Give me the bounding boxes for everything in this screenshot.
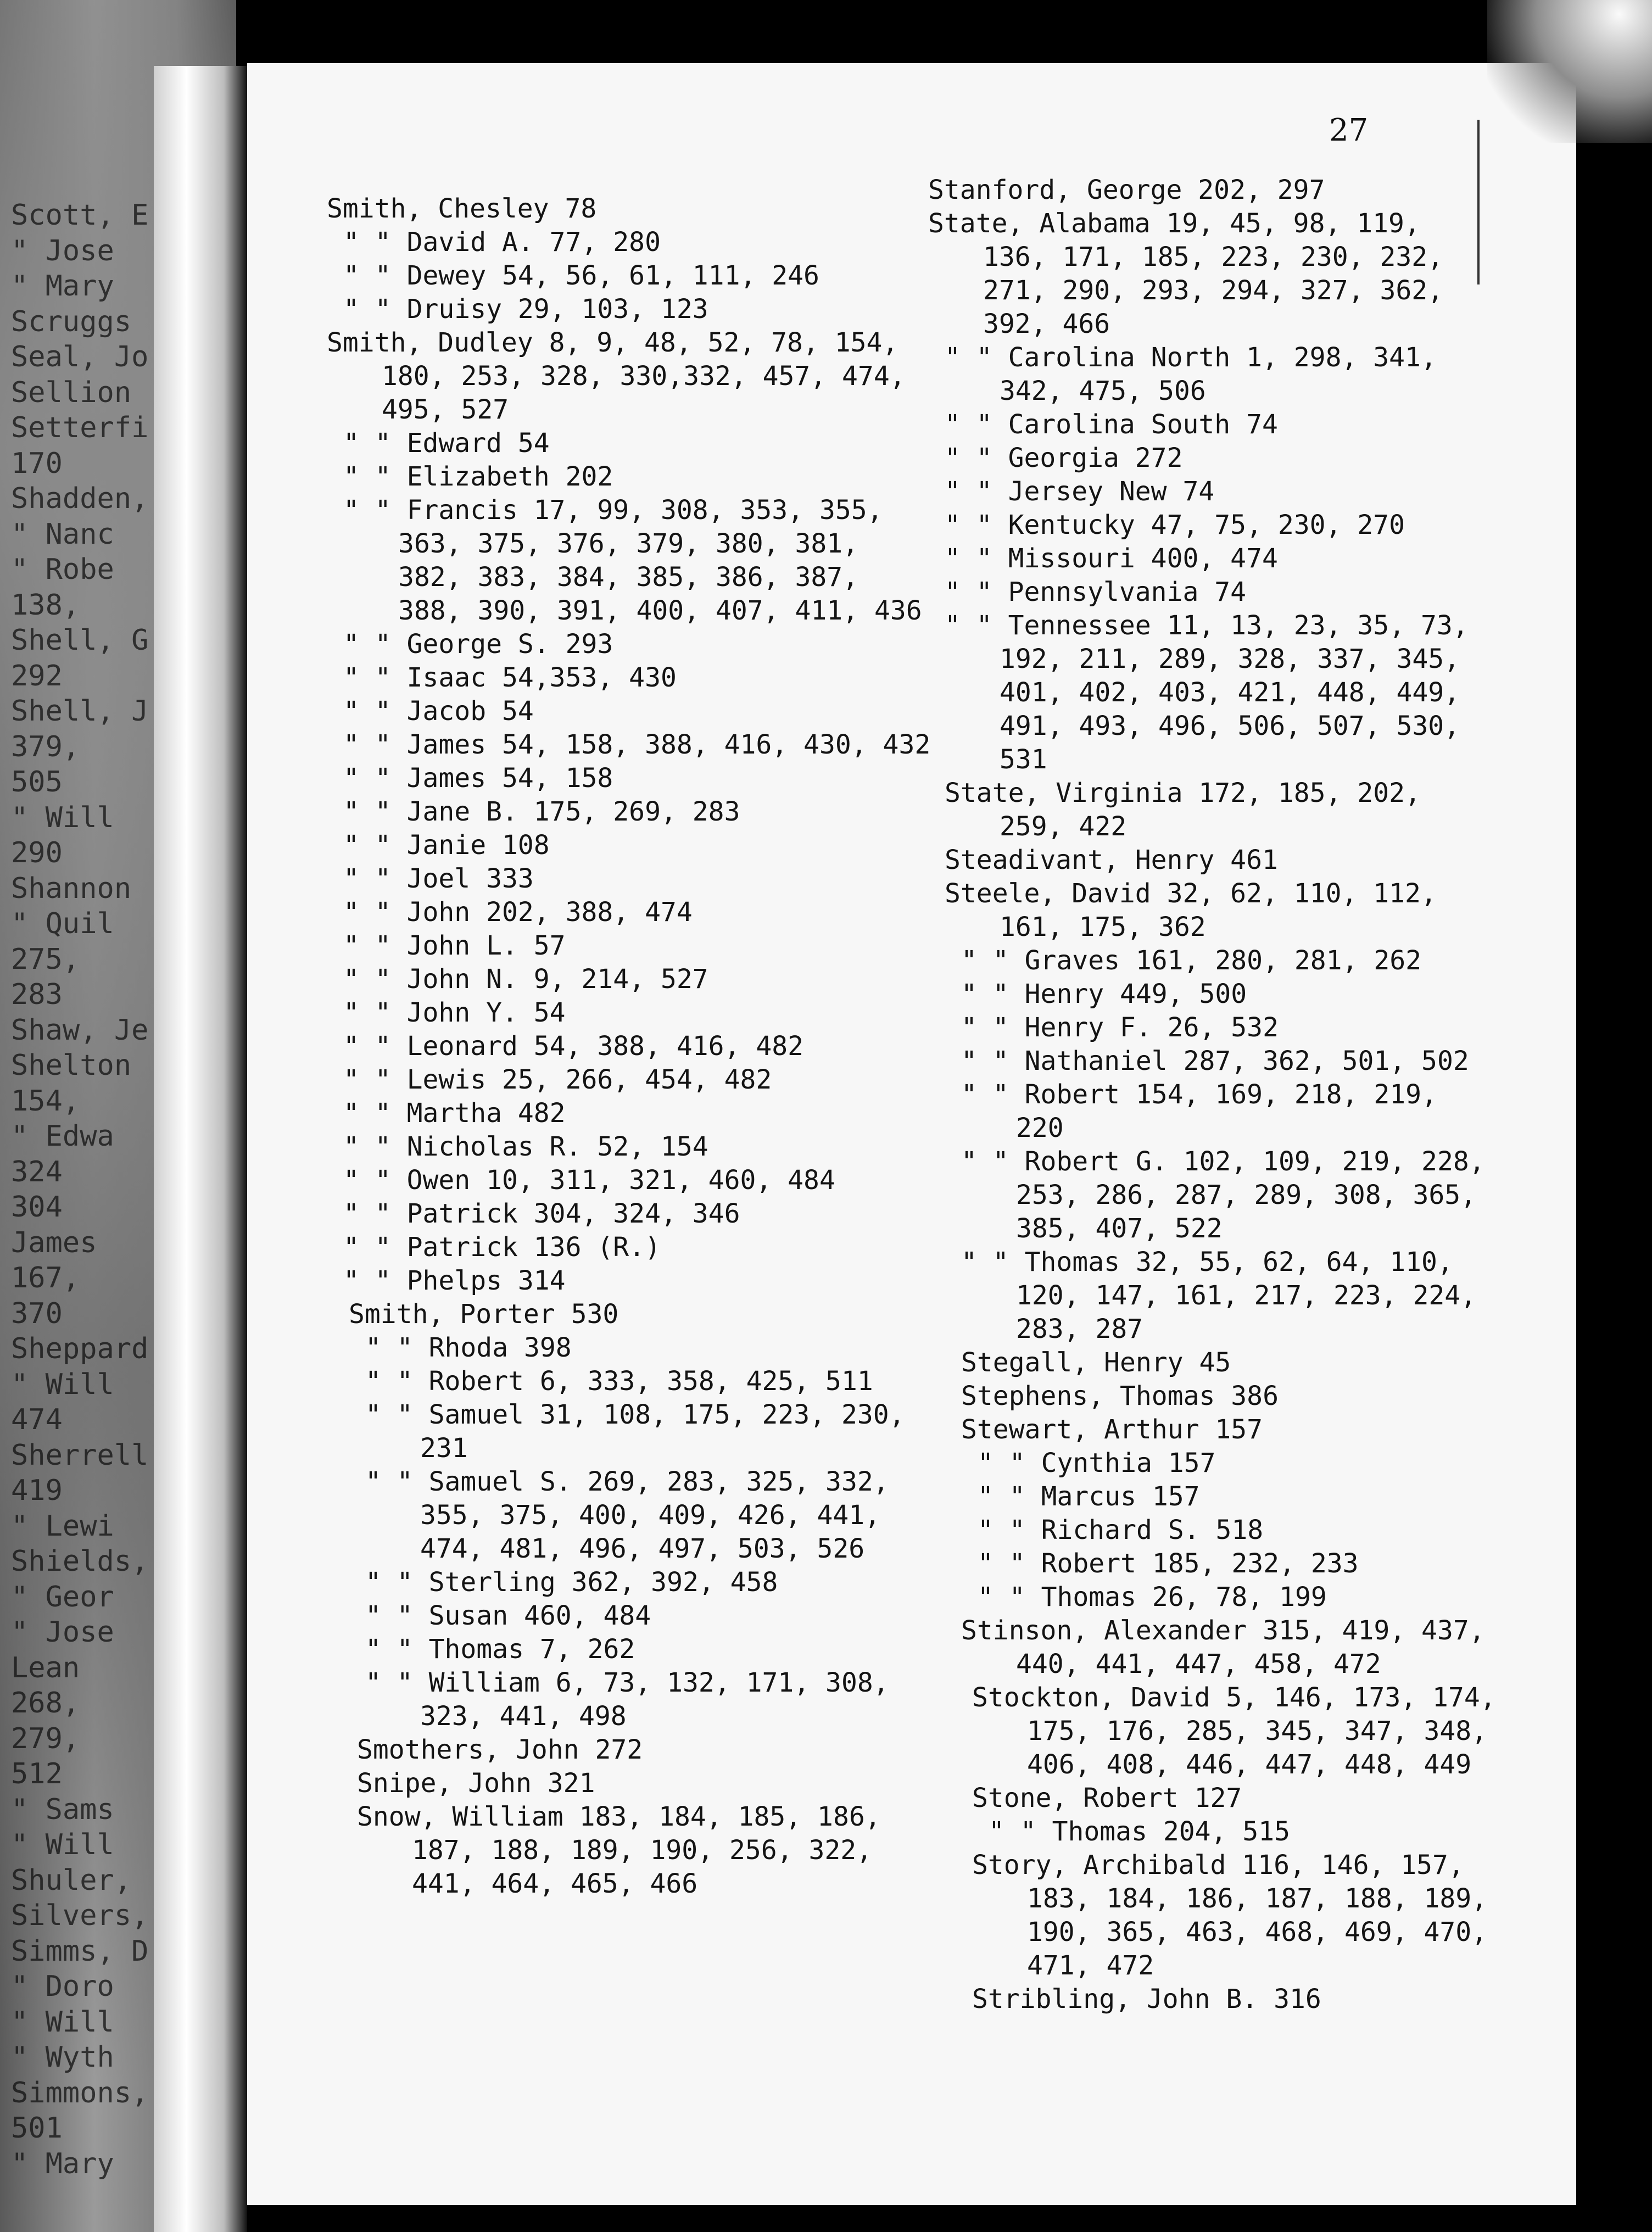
index-entry: " " David A. 77, 280 [343,227,661,258]
index-entry: " " Edward 54 [343,428,550,459]
index-entry: " " John 202, 388, 474 [343,897,693,928]
index-entry: Stone, Robert 127 [972,1783,1242,1814]
index-entry: " " Sterling 362, 392, 458 [365,1567,778,1598]
index-entry: " " John Y. 54 [343,997,566,1028]
index-entry: " " Rhoda 398 [365,1332,572,1363]
index-entry: " " Robert 154, 169, 218, 219, 220 [961,1079,1437,1143]
index-entry: Stanford, George 202, 297 [928,175,1325,205]
index-entry: " " Robert G. 102, 109, 219, 228, 253, 286, 287, 289, 308, 365, 385, 407, 522 [961,1146,1485,1244]
index-entry: " " Marcus 157 [978,1481,1200,1512]
index-entry: " " Janie 108 [343,830,550,861]
index-entry: " " William 6, 73, 132, 171, 308, 323, 441, 498 [365,1667,889,1732]
index-column-right [928,174,1499,2016]
index-entry: " " Carolina North 1, 298, 341, 342, 475, 506 [945,342,1437,406]
index-entry: " " Leonard 54, 388, 416, 482 [343,1031,804,1062]
index-entry: Stribling, John B. 316 [972,1984,1321,2015]
index-entry: " " Kentucky 47, 75, 230, 270 [945,510,1405,540]
index-entry: " " Samuel S. 269, 283, 325, 332, 355, 375, 400, 409, 426, 441, 474, 481, 496, 497, 503, 526 [365,1466,889,1564]
index-entry: " " Jersey New 74 [945,476,1215,507]
index-entry: Story, Archibald 116, 146, 157, 183, 184, 186, 187, 188, 189, 190, 365, 463, 468, 469, 470, 471, 472 [972,1850,1488,1981]
index-entry: Stewart, Arthur 157 [961,1414,1263,1445]
index-entry: " " Francis 17, 99, 308, 353, 355, 363, 375, 376, 379, 380, 381, 382, 383, 384, 385, 386, 387, 388, 390, 391, 400, 407, 411, 436 [343,495,922,626]
index-entry: " " George S. 293 [343,629,613,660]
index-entry: State, Virginia 172, 185, 202, 259, 422 [945,778,1421,842]
index-entry: Stinson, Alexander 315, 419, 437, 440, 441, 447, 458, 472 [961,1615,1485,1679]
index-entry: " " Elizabeth 202 [343,461,613,492]
index-entry: " " Thomas 204, 515 [989,1816,1291,1847]
index-entry: Smith, Chesley 78 [327,193,597,224]
index-entry: Stegall, Henry 45 [961,1347,1231,1378]
binding-edge [154,66,247,2232]
index-entry: " " Susan 460, 484 [365,1600,651,1631]
index-entry: " " Nathaniel 287, 362, 501, 502 [961,1046,1469,1076]
index-entry: " " Pennsylvania 74 [945,577,1247,607]
index-entry: " " Carolina South 74 [945,409,1278,440]
index-entry: " " Martha 482 [343,1098,566,1129]
index-entry: " " Jane B. 175, 269, 283 [343,796,740,827]
index-entry: " " James 54, 158 [343,763,613,794]
index-entry: " " Georgia 272 [945,443,1183,473]
index-entry: " " James 54, 158, 388, 416, 430, 432 [343,729,931,760]
index-entry: " " Thomas 32, 55, 62, 64, 110, 120, 147, 161, 217, 223, 224, 283, 287 [961,1247,1477,1344]
index-entry: " " Isaac 54,353, 430 [343,662,677,693]
index-entry: Snow, William 183, 184, 185, 186, 187, 188, 189, 190, 256, 322, 441, 464, 465, 466 [357,1801,881,1899]
index-entry: Smith, Dudley 8, 9, 48, 52, 78, 154, 180, 253, 328, 330,332, 457, 474, 495, 527 [327,327,906,425]
index-entry: Stephens, Thomas 386 [961,1381,1279,1411]
index-entry: " " John L. 57 [343,930,566,961]
scan-artifact [1487,0,1652,143]
index-column-left [327,192,931,1901]
index-entry: " " Owen 10, 311, 321, 460, 484 [343,1165,835,1196]
index-entry: " " Tennessee 11, 13, 23, 35, 73, 192, 211, 289, 328, 337, 345, 401, 402, 403, 421, 448, 449, 491, 493, 496, 506, 507, 530, 531 [945,610,1469,775]
index-entry: " " Richard S. 518 [978,1515,1264,1545]
index-entry: Smothers, John 272 [357,1734,643,1765]
index-entry: " " Cynthia 157 [978,1448,1216,1478]
index-entry: Snipe, John 321 [357,1768,595,1799]
index-entry: " " John N. 9, 214, 527 [343,964,708,995]
index-entry: Stockton, David 5, 146, 173, 174, 175, 176, 285, 345, 347, 348, 406, 408, 446, 447, 448, 449 [972,1682,1496,1780]
index-entry: Steele, David 32, 62, 110, 112, 161, 175, 362 [945,878,1437,942]
index-entry: " " Nicholas R. 52, 154 [343,1131,708,1162]
index-entry: " " Thomas 7, 262 [365,1634,635,1665]
index-entry: " " Dewey 54, 56, 61, 111, 246 [343,260,819,291]
index-entry: Steadivant, Henry 461 [945,845,1278,875]
index-entry: " " Graves 161, 280, 281, 262 [961,945,1422,976]
page-number: 27 [1329,113,1369,148]
index-entry: " " Henry F. 26, 532 [961,1012,1279,1043]
adjacent-page-text: Scott, E " Jose " Mary Scruggs Seal, Jo Sellion Setterfi 170 Shadden, " Nanc " Robe 138, Shell, G 292 Shell, J 379, 505 " Will 290 Shannon " Quil 275, 283 Shaw, Je Shelton 154, " Edwa 324 304 James 167, 370 Sheppard " Will 474 Sherrell 419 " Lewi Shields, " Geor " Jose Lean 268, 279, 512 " Sams " Will Shuler, Silvers, Simms, D " Doro " Will " Wyth Simmons, 501 " Mary [11,199,149,2180]
index-entry: " " Phelps 314 [343,1265,566,1296]
index-entry: " " Henry 449, 500 [961,979,1247,1009]
index-entry: " " Druisy 29, 103, 123 [343,294,708,325]
index-entry: " " Thomas 26, 78, 199 [978,1582,1327,1612]
index-entry: " " Robert 6, 333, 358, 425, 511 [365,1366,873,1397]
index-entry: " " Patrick 304, 324, 346 [343,1198,740,1229]
index-entry: Smith, Porter 530 [349,1299,619,1330]
index-entry: " " Joel 333 [343,863,534,894]
index-entry: " " Lewis 25, 266, 454, 482 [343,1064,772,1095]
index-entry: " " Robert 185, 232, 233 [978,1548,1359,1579]
index-entry: " " Patrick 136 (R.) [343,1232,661,1263]
index-entry: State, Alabama 19, 45, 98, 119, 136, 171, 185, 223, 230, 232, 271, 290, 293, 294, 327, 362, 392, 466 [928,208,1444,339]
index-entry: " " Missouri 400, 474 [945,543,1278,574]
index-entry: " " Jacob 54 [343,696,534,727]
index-entry: " " Samuel 31, 108, 175, 223, 230, 231 [365,1399,905,1464]
